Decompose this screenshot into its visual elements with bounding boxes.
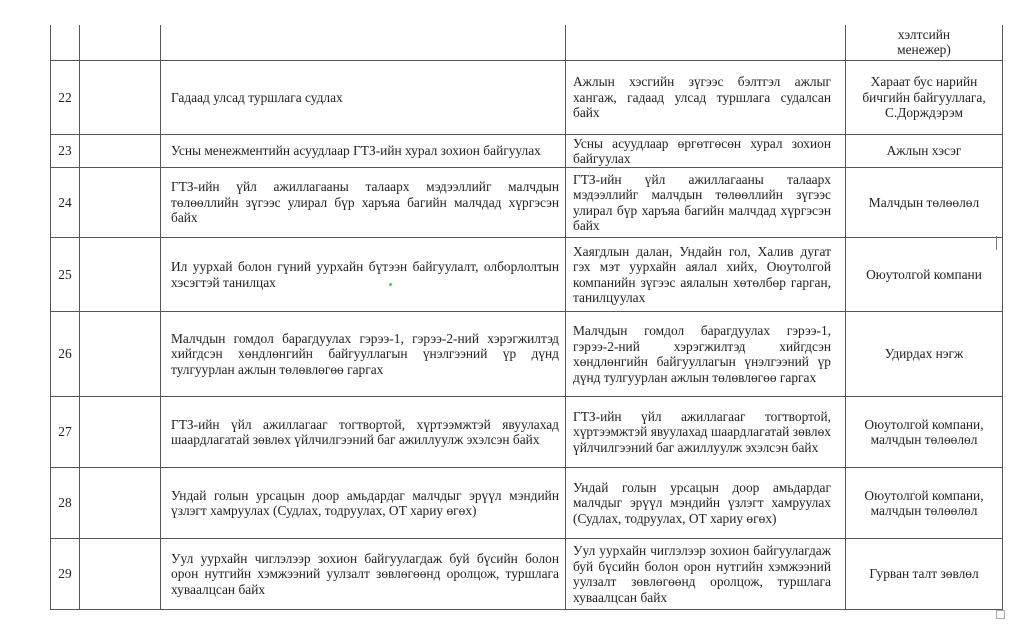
result-cell: Уул уурхайн чиглэлээр зохион байгуулагдаж буй бүсийн болон орон нутгийн хэмжээний уулзалт зөвлөгөөнд оролцож, туршлага хуваалцсан байх xyxy=(573,543,831,605)
row-number: 28 xyxy=(58,495,72,511)
column-border xyxy=(1002,25,1003,610)
responsible-cell: хэлтсийн менежер) xyxy=(897,26,951,57)
column-border xyxy=(79,25,80,610)
result-cell: Хаягдлын далан, Ундайн гол, Халив дугат гэх мэт уурхайн аялал хийх, Оюутолгой компанийн зүгээс аялалын хөтөлбөр гарган, танилцуулах xyxy=(573,243,831,305)
responsible-cell: Оюутолгой компани xyxy=(866,266,982,282)
activity-cell: ГТЗ-ийн үйл ажиллагааны талаарх мэдээллийг малчдын төлөөллийн зүгээс улирал бүр харъяа багийн малчдад хүргэсэн байх xyxy=(171,179,559,226)
responsible-cell: Малчдын төлөөлөл xyxy=(868,194,980,210)
paragraph-mark-icon xyxy=(996,610,1005,619)
row-number: 23 xyxy=(58,143,72,159)
row-number: 24 xyxy=(58,194,72,210)
row-number: 26 xyxy=(58,346,72,362)
result-cell: ГТЗ-ийн үйл ажиллагааны талаарх мэдээллийг малчдын төлөөллийн зүгээс улирал бүр харъяа багийн малчдад хүргэсэн байх xyxy=(573,171,831,233)
result-cell: Усны асуудлаар өргөтгөсөн хурал зохион байгуулах xyxy=(573,135,831,166)
activity-cell: Гадаад улсад туршлага судлах xyxy=(171,89,343,105)
activity-cell: Уул уурхайн чиглэлээр зохион байгуулагдаж буй бүсийн болон орон нутгийн хэмжээний уулзалт зөвлөгөөнд оролцож, туршлага хуваалцсан байх xyxy=(171,550,559,597)
result-cell: Ундай голын урсацын доор амьдардаг малчдыг эрүүл мэндийн үзлэгт хамруулах (Судлах, тодруулах, ОТ хариу өгөх) xyxy=(573,479,831,526)
activity-cell: Ундай голын урсацын доор амьдардаг малчдыг эрүүл мэндийн үзлэгт хамруулах (Судлах, тодруулах, ОТ хариу өгөх) xyxy=(171,487,559,518)
activity-cell: Усны менежментийн асуудлаар ГТЗ-ийн хурал зохион байгуулах xyxy=(171,143,541,159)
responsible-cell: Ажлын хэсэг xyxy=(886,143,962,159)
format-mark xyxy=(389,283,392,286)
activity-cell: Малчдын гомдол барагдуулах гэрээ-1, гэрээ-2-ний хэрэгжилтэд хийгдсэн хөндлөнгийн байгууллагын үнэлгээний үр дүнд тулгуурлан ажлын төлөвлөгөө гаргах xyxy=(171,330,559,377)
responsible-cell: Хараат бус нарийн бичгийн байгууллага, С.Дорждэрэм xyxy=(862,74,986,121)
result-cell: Малчдын гомдол барагдуулах гэрээ-1, гэрээ-2-ний хэрэгжилтэд хийгдсэн хөндлөнгийн байгууллагын үнэлгээний үр дүнд тулгуурлан ажлын төлөвлөгөө гаргах xyxy=(573,323,831,385)
row-number: 22 xyxy=(58,89,72,105)
responsible-cell: Удирдах нэгж xyxy=(884,346,964,362)
activity-cell: ГТЗ-ийн үйл ажиллагааг тогтвортой, хүртээмжтэй явуулахад шаардлагатай зөвлөх үйлчилгээний баг ажиллуулж эхэлсэн байх xyxy=(171,416,559,447)
row-number: 25 xyxy=(58,266,72,282)
row-border xyxy=(50,609,1002,610)
row-number: 27 xyxy=(58,424,72,440)
result-cell: Ажлын хэсгийн зүгээс бэлтгэл ажлыг хангаж, гадаад улсад туршлага судалсан байх xyxy=(573,74,831,121)
result-cell: ГТЗ-ийн үйл ажиллагааг тогтвортой, хүртээмжтэй явуулахад шаардлагатай зөвлөх үйлчилгээний баг ажиллуулж эхэлсэн байх xyxy=(573,408,831,455)
action-plan-table xyxy=(50,0,1002,610)
responsible-cell: Оюутолгой компани, малчдын төлөөлөл xyxy=(864,416,984,447)
responsible-cell: Гурван талт зөвлөл xyxy=(869,566,979,582)
responsible-cell: Оюутолгой компани, малчдын төлөөлөл xyxy=(864,487,984,518)
row-number: 29 xyxy=(58,566,72,582)
activity-cell: Ил уурхай болон гүний уурхайн бүтээн байгуулалт, олборлолтын хэсэгтэй танилцах xyxy=(171,259,559,290)
text-cursor xyxy=(996,236,997,250)
